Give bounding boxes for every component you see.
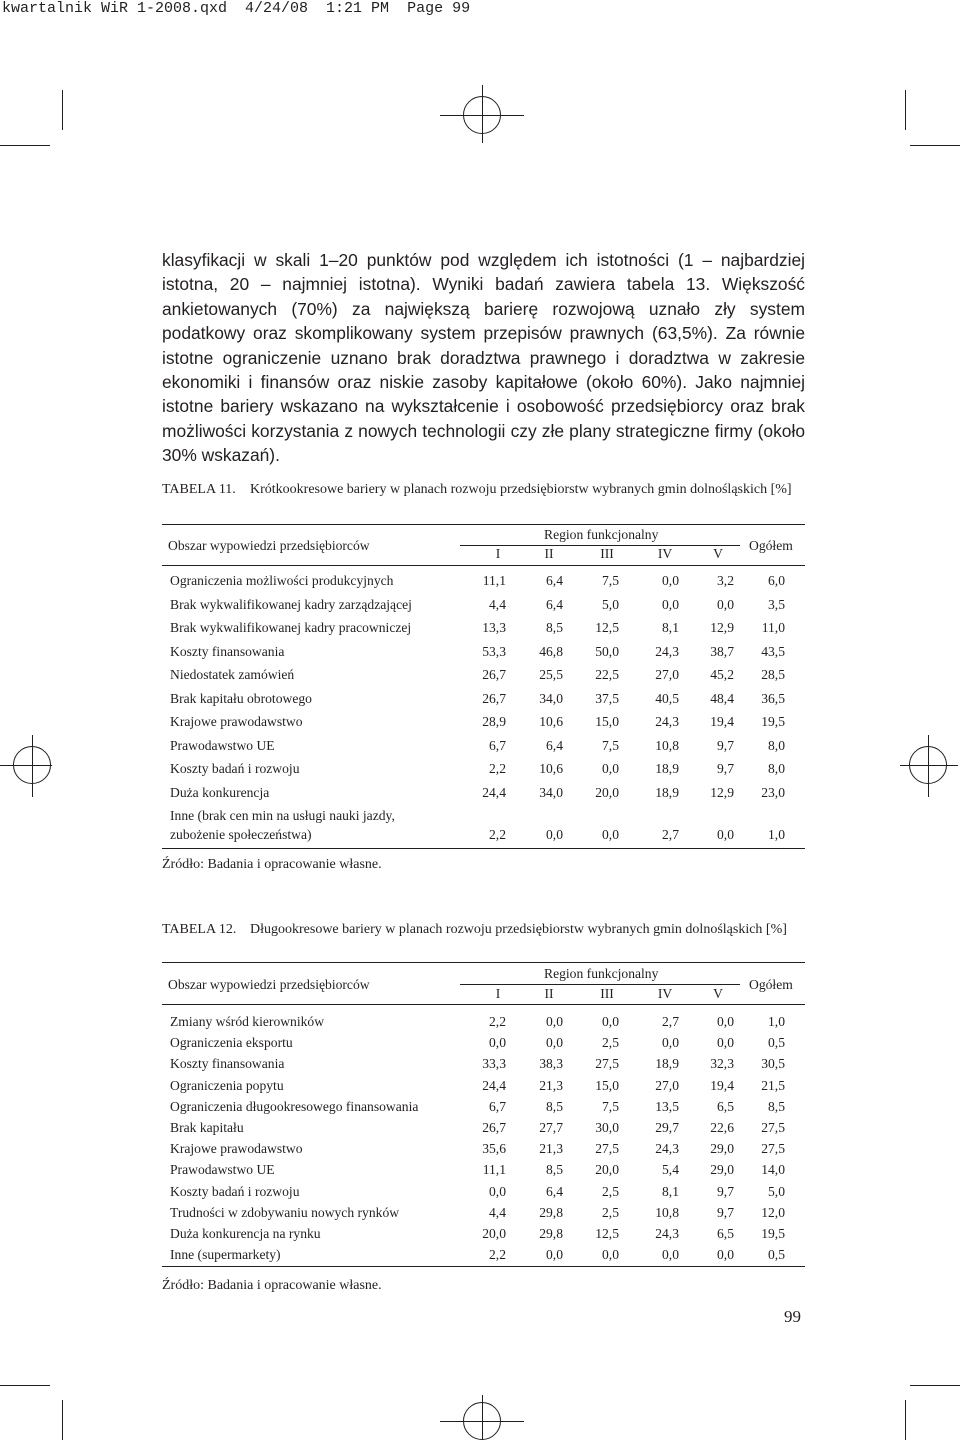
- row-value: 53,3: [482, 643, 506, 659]
- row-value: 4,4: [489, 1204, 506, 1220]
- table12-top-rule: [162, 962, 805, 963]
- row-value: 0,5: [768, 1035, 785, 1051]
- row-value: 27,0: [655, 667, 679, 682]
- row-value: 20,0: [595, 784, 619, 800]
- row-value: 23,0: [761, 784, 785, 800]
- row-value: 8,5: [546, 620, 563, 635]
- row-value: 9,7: [717, 761, 734, 776]
- row-label: Ograniczenia popytu: [170, 1077, 284, 1093]
- row-value: 0,0: [717, 1035, 734, 1051]
- row-value: 5,0: [602, 596, 619, 612]
- crop-mark: [910, 1385, 960, 1386]
- row-value: 9,7: [717, 737, 734, 753]
- row-value: 3,2: [717, 573, 734, 588]
- row-value: 13,5: [655, 1098, 679, 1114]
- row-value: 21,3: [539, 1077, 563, 1093]
- row-value: 6,4: [546, 596, 563, 612]
- row-value: 1,0: [768, 827, 785, 842]
- row-value: 0,0: [546, 1035, 563, 1051]
- row-value: 2,2: [489, 827, 506, 842]
- row-value: 27,5: [761, 1120, 785, 1135]
- table11-source: Źródło: Badania i opracowanie własne.: [162, 857, 382, 872]
- row-value: 2,2: [489, 1247, 506, 1263]
- row-value: 9,7: [717, 1183, 734, 1199]
- row-value: 24,4: [482, 1077, 506, 1093]
- row-value: 6,5: [717, 1226, 734, 1241]
- region-header: III: [600, 546, 614, 561]
- region-header: I: [495, 986, 501, 1001]
- table11-last-row-label-1: Inne (brak cen min na usługi nauki jazdy,: [170, 808, 395, 823]
- row-value: 1,0: [768, 1014, 785, 1029]
- row-value: 6,7: [489, 1098, 506, 1114]
- row-value: 19,4: [710, 714, 734, 729]
- row-value: 6,4: [546, 1183, 563, 1199]
- row-label: Ograniczenia możliwości produkcyjnych: [170, 573, 394, 588]
- row-value: 8,0: [768, 737, 785, 753]
- row-value: 8,5: [768, 1098, 785, 1114]
- table12-col-total: Ogółem: [749, 977, 793, 992]
- crop-mark: [62, 90, 63, 130]
- row-value: 26,7: [482, 667, 506, 682]
- row-value: 12,5: [595, 1226, 619, 1241]
- row-value: 29,0: [710, 1162, 734, 1178]
- row-value: 43,5: [761, 643, 785, 659]
- row-value: 22,6: [710, 1120, 734, 1135]
- row-value: 8,1: [662, 620, 679, 635]
- row-value: 0,0: [717, 596, 734, 612]
- row-label: Brak wykwalifikowanej kadry pracowniczej: [170, 620, 412, 635]
- row-value: 0,0: [602, 1247, 619, 1263]
- row-value: 11,1: [482, 573, 506, 588]
- row-value: 33,3: [482, 1056, 506, 1072]
- row-value: 27,5: [595, 1056, 619, 1072]
- row-label: Brak wykwalifikowanej kadry zarządzającej: [170, 596, 412, 612]
- row-value: 11,0: [761, 620, 785, 635]
- row-value: 34,0: [539, 784, 563, 800]
- row-value: 0,0: [602, 1014, 619, 1029]
- row-value: 2,2: [489, 761, 506, 776]
- row-value: 13,3: [482, 620, 506, 635]
- row-value: 7,5: [602, 1098, 619, 1114]
- row-value: 30,0: [595, 1120, 619, 1135]
- region-header: II: [544, 986, 554, 1001]
- row-label: Zmiany wśród kierowników: [170, 1014, 325, 1029]
- row-value: 10,8: [655, 1204, 679, 1220]
- table11-label: TABELA 11.: [162, 482, 236, 497]
- row-value: 19,5: [761, 1226, 785, 1241]
- row-value: 24,4: [482, 784, 506, 800]
- row-value: 12,9: [710, 620, 734, 635]
- row-label: Krajowe prawodawstwo: [170, 714, 303, 729]
- row-value: 0,0: [717, 827, 734, 842]
- row-value: 7,5: [602, 737, 619, 753]
- row-label: Koszty badań i rozwoju: [170, 761, 300, 776]
- region-header: III: [600, 986, 614, 1001]
- table11-bottom-rule: [162, 848, 805, 849]
- crop-mark: [62, 1400, 63, 1440]
- row-label: Duża konkurencja na rynku: [170, 1226, 321, 1241]
- table12-region-rule: [460, 984, 740, 985]
- row-value: 6,5: [717, 1098, 734, 1114]
- row-value: 27,0: [655, 1077, 679, 1093]
- row-value: 24,3: [655, 643, 679, 659]
- crop-mark: [910, 145, 960, 146]
- row-label: Prawodawstwo UE: [170, 1162, 275, 1178]
- row-value: 0,0: [602, 761, 619, 776]
- table12-title: Długookresowe bariery w planach rozwoju przedsiębiorstw wybranych gmin dolnośląskich [%]: [250, 922, 787, 937]
- region-header: V: [713, 986, 723, 1001]
- table11-col-region: Region funkcjonalny: [544, 527, 659, 542]
- row-label: Niedostatek zamówień: [170, 667, 295, 682]
- row-value: 6,0: [768, 573, 785, 588]
- row-value: 0,0: [717, 1014, 734, 1029]
- row-value: 28,5: [761, 667, 785, 682]
- row-value: 2,5: [602, 1204, 619, 1220]
- row-value: 10,6: [539, 714, 563, 729]
- row-value: 10,8: [655, 737, 679, 753]
- row-value: 8,5: [546, 1162, 563, 1178]
- row-value: 0,0: [546, 1247, 563, 1263]
- table11-col-area: Obszar wypowiedzi przedsiębiorców: [168, 538, 370, 553]
- row-value: 21,5: [761, 1077, 785, 1093]
- table11-col-total: Ogółem: [749, 538, 793, 553]
- table12-bottom-rule: [162, 1266, 805, 1267]
- row-value: 32,3: [710, 1056, 734, 1072]
- row-value: 6,4: [546, 737, 563, 753]
- row-value: 29,7: [655, 1120, 679, 1135]
- table12-col-area: Obszar wypowiedzi przedsiębiorców: [168, 977, 370, 992]
- table11-last-row-label-2: zubożenie społeczeństwa): [170, 827, 312, 842]
- row-value: 2,5: [602, 1183, 619, 1199]
- row-value: 0,0: [546, 827, 563, 842]
- row-value: 27,5: [595, 1141, 619, 1157]
- row-value: 45,2: [710, 667, 734, 682]
- row-value: 15,0: [595, 1077, 619, 1093]
- row-value: 46,8: [539, 643, 563, 659]
- row-value: 5,0: [768, 1183, 785, 1199]
- row-value: 21,3: [539, 1141, 563, 1157]
- row-label: Koszty finansowania: [170, 1056, 285, 1072]
- row-value: 35,6: [482, 1141, 506, 1157]
- row-value: 14,0: [761, 1162, 785, 1178]
- table11-title: Krótkookresowe bariery w planach rozwoju przedsiębiorstw wybranych gmin dolnośląskich [%]: [250, 482, 792, 497]
- row-value: 0,5: [768, 1247, 785, 1263]
- row-label: Krajowe prawodawstwo: [170, 1141, 303, 1157]
- row-value: 0,0: [662, 1035, 679, 1051]
- row-value: 25,5: [539, 667, 563, 682]
- row-value: 37,5: [595, 690, 619, 706]
- table11-top-rule: [162, 524, 805, 525]
- row-value: 3,5: [768, 596, 785, 612]
- row-label: Ograniczenia eksportu: [170, 1035, 293, 1051]
- row-value: 15,0: [595, 714, 619, 729]
- row-value: 6,7: [489, 737, 506, 753]
- row-value: 7,5: [602, 573, 619, 588]
- table12-label: TABELA 12.: [162, 922, 237, 937]
- row-value: 0,0: [489, 1035, 506, 1051]
- row-value: 38,7: [710, 643, 734, 659]
- row-label: Duża konkurencja: [170, 784, 270, 800]
- row-value: 30,5: [761, 1056, 785, 1072]
- row-label: Koszty finansowania: [170, 643, 285, 659]
- region-header: IV: [657, 546, 673, 561]
- region-header: I: [495, 546, 501, 561]
- row-value: 36,5: [761, 690, 785, 706]
- row-value: 26,7: [482, 1120, 506, 1135]
- row-value: 0,0: [602, 827, 619, 842]
- region-header: IV: [657, 986, 673, 1001]
- row-value: 29,8: [539, 1226, 563, 1241]
- row-value: 0,0: [662, 596, 679, 612]
- table12-source: Źródło: Badania i opracowanie własne.: [162, 1278, 382, 1293]
- row-value: 40,5: [655, 690, 679, 706]
- table12-col-region: Region funkcjonalny: [544, 966, 659, 981]
- crop-mark: [905, 90, 906, 130]
- row-value: 19,4: [710, 1077, 734, 1093]
- row-value: 18,9: [655, 1056, 679, 1072]
- crop-mark: [0, 1385, 50, 1386]
- row-value: 50,0: [595, 643, 619, 659]
- row-label: Brak kapitału obrotowego: [170, 690, 312, 706]
- row-value: 0,0: [489, 1183, 506, 1199]
- row-value: 28,9: [482, 714, 506, 729]
- row-value: 0,0: [662, 1247, 679, 1263]
- row-label: Ograniczenia długookresowego finansowania: [170, 1098, 419, 1114]
- row-value: 29,0: [710, 1141, 734, 1157]
- row-value: 26,7: [482, 690, 506, 706]
- row-value: 27,5: [761, 1141, 785, 1157]
- row-value: 48,4: [710, 690, 734, 706]
- row-value: 8,0: [768, 761, 785, 776]
- row-value: 38,3: [539, 1056, 563, 1072]
- row-value: 18,9: [655, 784, 679, 800]
- row-value: 8,5: [546, 1098, 563, 1114]
- row-value: 18,9: [655, 761, 679, 776]
- table11-header-rule: [162, 565, 805, 566]
- row-value: 4,4: [489, 596, 506, 612]
- row-value: 8,1: [662, 1183, 679, 1199]
- row-value: 10,6: [539, 761, 563, 776]
- row-value: 24,3: [655, 714, 679, 729]
- row-value: 9,7: [717, 1204, 734, 1220]
- body-paragraph: klasyfikacji w skali 1–20 punktów pod względem ich istotności (1 – najbardziej istotna, 20 – najmniej istotna). Wyniki badań zawiera tabela 13. Większość ankietowanych (70%) za największą barierę rozwojową uznało zły system podatkowy oraz skomplikowany system przepisów prawnych (63,5%). Za równie istotne ograniczenie uznano brak doradztwa prawnego i doradztwa w zakresie ekonomiki i finansów oraz niskie zasoby kapitałowe (około 60%). Jako najmniej istotne bariery wskazano na wykształcenie i osobowość przedsiębiorcy oraz brak możliwości korzystania z nowych technologii czy złe plany strategiczne firmy (około 30% wskazań).: [162, 250, 805, 466]
- row-value: 20,0: [482, 1226, 506, 1241]
- print-slug: kwartalnik WiR 1-2008.qxd 4/24/08 1:21 PM Page 99: [2, 0, 471, 17]
- row-value: 2,7: [662, 1014, 679, 1029]
- row-label: Inne (supermarkety): [170, 1247, 281, 1263]
- row-value: 19,5: [761, 714, 785, 729]
- row-value: 12,9: [710, 784, 734, 800]
- row-value: 12,5: [595, 620, 619, 635]
- row-value: 0,0: [662, 573, 679, 588]
- row-value: 0,0: [717, 1247, 734, 1263]
- row-value: 2,5: [602, 1035, 619, 1051]
- row-value: 2,2: [489, 1014, 506, 1029]
- page-number: 99: [784, 1307, 801, 1326]
- row-value: 24,3: [655, 1226, 679, 1241]
- row-label: Koszty badań i rozwoju: [170, 1183, 300, 1199]
- crop-mark: [905, 1400, 906, 1440]
- row-value: 27,7: [539, 1120, 563, 1135]
- row-value: 0,0: [546, 1014, 563, 1029]
- row-value: 6,4: [546, 573, 563, 588]
- row-label: Brak kapitału: [170, 1120, 244, 1135]
- row-value: 11,1: [482, 1162, 506, 1178]
- row-label: Trudności w zdobywaniu nowych rynków: [170, 1204, 400, 1220]
- row-value: 24,3: [655, 1141, 679, 1157]
- row-value: 22,5: [595, 667, 619, 682]
- table12-header-rule: [162, 1004, 805, 1005]
- row-value: 34,0: [539, 690, 563, 706]
- row-label: Prawodawstwo UE: [170, 737, 275, 753]
- row-value: 29,8: [539, 1204, 563, 1220]
- row-value: 5,4: [662, 1162, 679, 1178]
- crop-mark: [0, 145, 50, 146]
- region-header: II: [544, 546, 554, 561]
- row-value: 20,0: [595, 1162, 619, 1178]
- row-value: 12,0: [761, 1204, 785, 1220]
- region-header: V: [713, 546, 723, 561]
- row-value: 2,7: [662, 827, 679, 842]
